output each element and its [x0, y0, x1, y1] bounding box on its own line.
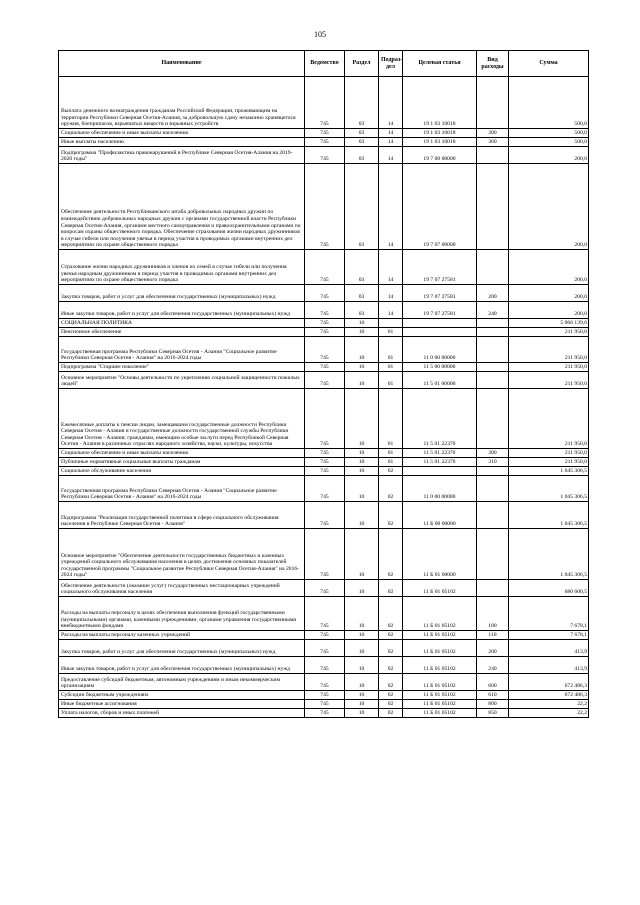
department-cell: 745 [305, 700, 345, 709]
department-cell: 745 [305, 250, 345, 285]
department-cell: 745 [305, 372, 345, 389]
amount-cell: 1 045 306,5 [509, 502, 589, 529]
amount-cell: 200,0 [509, 250, 589, 285]
target-article-cell: 11 5 01 22370 [403, 449, 477, 458]
table-row [59, 502, 589, 529]
name-cell: Выплата денежного вознаграждения гражданам Российской Федерации, проживающим на территории Республики Северная Осетия-Алания, за добровольную сдачу незаконно хранящегося оружия, боеприпасов, взрывчатых веществ и взрывных устройств [59, 77, 305, 129]
section-cell: 03 [345, 164, 379, 250]
expense-type-cell [477, 328, 509, 337]
department-cell: 745 [305, 328, 345, 337]
department-cell: 745 [305, 164, 345, 250]
budget-table [58, 50, 589, 718]
expense-type-cell: 850 [477, 709, 509, 718]
section-cell: 10 [345, 449, 379, 458]
table-row [59, 657, 589, 674]
section-cell: 10 [345, 691, 379, 700]
table-row [59, 302, 589, 319]
amount-cell: 211 950,0 [509, 372, 589, 389]
expense-type-cell [477, 529, 509, 580]
target-article-cell [403, 467, 477, 476]
expense-type-cell: 100 [477, 597, 509, 631]
name-cell: Подпрограмма "Старшее поколение" [59, 363, 305, 372]
amount-cell: 500,0 [509, 77, 589, 129]
table-row [59, 467, 589, 476]
target-article-cell: 11 Б 00 00000 [403, 502, 477, 529]
amount-cell: 22,2 [509, 709, 589, 718]
name-cell: Ежемесячные доплаты к пенсии лицам, замещавшим государственные должности Республики Северная Осетия - Алания и государственные должности государственной службы Республики Северная Осетия - Алания; гражданам, имеющим особые заслуги перед Республикой Северная Осетия - Алания в различных отраслях народного хозяйства, науки, культуры, искусства [59, 389, 305, 449]
name-cell: Расходы на выплаты персоналу казенных учреждений [59, 631, 305, 640]
amount-cell: 211 950,0 [509, 449, 589, 458]
subsection-cell: 02 [379, 529, 403, 580]
subsection-cell: 14 [379, 129, 403, 138]
section-cell: 10 [345, 529, 379, 580]
department-cell: 745 [305, 709, 345, 718]
subsection-cell: 01 [379, 328, 403, 337]
target-article-cell: 11 Б 01 05102 [403, 691, 477, 700]
department-cell: 745 [305, 302, 345, 319]
name-cell: Закупка товаров, работ и услуг для обеспечения государственных (муниципальных) нужд [59, 285, 305, 302]
expense-type-cell [477, 580, 509, 597]
amount-cell: 7 678,1 [509, 597, 589, 631]
name-cell: Основное мероприятие "Обеспечение деятельности государственных бюджетных и казенных учреждений социального обслуживания населения в целях достижения основных показателей государственной программы "Социальное развитие Республики Северная Осетия-Алания" на 2016-2024 годы" [59, 529, 305, 580]
expense-type-cell [477, 502, 509, 529]
target-article-cell: 19 1 03 10018 [403, 77, 477, 129]
target-article-cell: 19 7 07 27581 [403, 250, 477, 285]
subsection-cell: 14 [379, 164, 403, 250]
table-row [59, 319, 589, 328]
expense-type-cell: 240 [477, 302, 509, 319]
subsection-cell: 01 [379, 458, 403, 467]
subsection-cell: 14 [379, 285, 403, 302]
amount-cell: 211 950,0 [509, 363, 589, 372]
name-cell: Закупка товаров, работ и услуг для обеспечения государственных (муниципальных) нужд [59, 640, 305, 657]
target-article-cell [403, 319, 477, 328]
department-cell: 745 [305, 337, 345, 363]
table-row [59, 250, 589, 285]
name-cell: Пенсионное обеспечение [59, 328, 305, 337]
department-cell: 745 [305, 657, 345, 674]
target-article-cell: 19 7 07 27581 [403, 302, 477, 319]
subsection-cell: 02 [379, 700, 403, 709]
name-cell: Уплата налогов, сборов и иных платежей [59, 709, 305, 718]
name-cell: Государственная программа Республики Северная Осетия - Алания "Социальное развитие Республики Северная Осетия - Алания" на 2016-2024 годы [59, 337, 305, 363]
expense-type-cell [477, 77, 509, 129]
amount-cell: 1 045 306,5 [509, 476, 589, 502]
target-article-cell [403, 328, 477, 337]
section-cell: 03 [345, 77, 379, 129]
subsection-cell: 02 [379, 476, 403, 502]
target-article-cell: 11 0 00 00000 [403, 337, 477, 363]
section-cell: 10 [345, 476, 379, 502]
subsection-cell: 14 [379, 147, 403, 164]
table-row [59, 389, 589, 449]
amount-cell: 500,0 [509, 129, 589, 138]
department-cell: 745 [305, 138, 345, 147]
table-row [59, 640, 589, 657]
subsection-cell: 14 [379, 77, 403, 129]
department-cell: 745 [305, 467, 345, 476]
department-cell: 745 [305, 147, 345, 164]
name-cell: Социальное обеспечение и иные выплаты населению [59, 449, 305, 458]
expense-type-cell [477, 476, 509, 502]
name-cell: Иные бюджетные ассигнования [59, 700, 305, 709]
subsection-cell: 02 [379, 631, 403, 640]
table-row [59, 164, 589, 250]
subsection-cell: 14 [379, 138, 403, 147]
amount-cell: 200,0 [509, 285, 589, 302]
department-cell: 745 [305, 502, 345, 529]
table-row [59, 674, 589, 691]
name-cell: Страхование жизни народных дружинников и членов их семей в случае гибели или получения увечья народным дружинником в период участия в проводимых органами внутренних дел мероприятиях по охране общественного порядка [59, 250, 305, 285]
amount-cell: 200,0 [509, 164, 589, 250]
amount-cell: 1 045 306,5 [509, 529, 589, 580]
table-row [59, 372, 589, 389]
table-row [59, 700, 589, 709]
subsection-cell: 02 [379, 597, 403, 631]
department-cell: 745 [305, 476, 345, 502]
section-cell: 10 [345, 337, 379, 363]
amount-cell: 680 600,5 [509, 580, 589, 597]
department-cell: 745 [305, 363, 345, 372]
target-article-cell: 19 7 00 00000 [403, 147, 477, 164]
col-target-article-header: Целевая статья [403, 51, 477, 77]
name-cell: Предоставление субсидий бюджетным, автономным учреждениям и иным некоммерческим организациям [59, 674, 305, 691]
expense-type-cell: 200 [477, 640, 509, 657]
department-cell: 745 [305, 640, 345, 657]
section-cell: 10 [345, 372, 379, 389]
department-cell: 745 [305, 389, 345, 449]
target-article-cell: 11 5 01 22370 [403, 458, 477, 467]
table-row [59, 147, 589, 164]
expense-type-cell: 300 [477, 129, 509, 138]
name-cell: Обеспечение деятельности Республиканского штаба добровольных народных дружин по взаимодействию добровольных народных дружин с органами государственной власти Республики Северная Осетия-Алания, органами местного самоуправления и правоохранительными органами по вопросам охраны общественного порядка. Обеспечение страхования жизни народных дружинников в случае гибели или получения увечья в период участия в проводимых органами внутренних дел мероприятиях по охране общественного порядка [59, 164, 305, 250]
department-cell: 745 [305, 285, 345, 302]
subsection-cell: 02 [379, 674, 403, 691]
table-row [59, 77, 589, 129]
name-cell: Подпрограмма "Профилактика правонарушений в Республике Северная Осетия-Алания на 2019-2020 годы" [59, 147, 305, 164]
amount-cell: 1 045 306,5 [509, 467, 589, 476]
target-article-cell: 11 Б 01 05102 [403, 631, 477, 640]
col-department-header: Ведомство [305, 51, 345, 77]
col-subsection-header: Подраз- дел [379, 51, 403, 77]
col-amount-header: Сумма [509, 51, 589, 77]
target-article-cell: 11 Б 01 05102 [403, 580, 477, 597]
subsection-cell: 02 [379, 502, 403, 529]
table-row [59, 138, 589, 147]
name-cell: Иные закупки товаров, работ и услуг для обеспечения государственных (муниципальных) нужд [59, 302, 305, 319]
department-cell: 745 [305, 449, 345, 458]
section-cell: 10 [345, 700, 379, 709]
expense-type-cell: 300 [477, 449, 509, 458]
section-cell: 10 [345, 363, 379, 372]
expense-type-cell: 200 [477, 285, 509, 302]
page-number: 105 [314, 30, 326, 39]
target-article-cell: 11 Б 01 05102 [403, 700, 477, 709]
section-cell: 03 [345, 285, 379, 302]
table-row [59, 363, 589, 372]
section-cell: 10 [345, 631, 379, 640]
section-cell: 10 [345, 640, 379, 657]
subsection-cell: 01 [379, 372, 403, 389]
expense-type-cell: 240 [477, 657, 509, 674]
section-cell: 03 [345, 138, 379, 147]
name-cell: Субсидии бюджетным учреждениям [59, 691, 305, 700]
section-cell: 10 [345, 319, 379, 328]
name-cell: Обеспечение деятельности (оказание услуг) государственных нестационарных учреждений социального обслуживания населения [59, 580, 305, 597]
name-cell: СОЦИАЛЬНАЯ ПОЛИТИКА [59, 319, 305, 328]
col-section-header: Раздел [345, 51, 379, 77]
table-row [59, 328, 589, 337]
subsection-cell: 14 [379, 302, 403, 319]
section-cell: 10 [345, 458, 379, 467]
table-body [59, 77, 589, 718]
amount-cell: 211 950,0 [509, 458, 589, 467]
department-cell: 745 [305, 319, 345, 328]
name-cell: Иные закупки товаров, работ и услуг для обеспечения государственных (муниципальных) нужд [59, 657, 305, 674]
target-article-cell: 19 7 07 00000 [403, 164, 477, 250]
expense-type-cell: 110 [477, 631, 509, 640]
expense-type-cell [477, 363, 509, 372]
target-article-cell: 19 1 03 10018 [403, 129, 477, 138]
department-cell: 745 [305, 691, 345, 700]
amount-cell: 500,0 [509, 138, 589, 147]
subsection-cell: 02 [379, 709, 403, 718]
expense-type-cell [477, 467, 509, 476]
col-name-header: Наименование [59, 51, 305, 77]
amount-cell: 413,9 [509, 657, 589, 674]
target-article-cell: 19 1 03 10018 [403, 138, 477, 147]
table-row [59, 709, 589, 718]
subsection-cell: 01 [379, 337, 403, 363]
department-cell: 745 [305, 597, 345, 631]
target-article-cell: 11 Б 01 05102 [403, 597, 477, 631]
expense-type-cell: 360 [477, 138, 509, 147]
subsection-cell: 01 [379, 363, 403, 372]
table-row [59, 476, 589, 502]
name-cell: Социальное обеспечение и иные выплаты населению [59, 129, 305, 138]
target-article-cell: 11 0 00 00000 [403, 476, 477, 502]
subsection-cell: 02 [379, 580, 403, 597]
expense-type-cell [477, 389, 509, 449]
subsection-cell [379, 319, 403, 328]
amount-cell: 672 486,3 [509, 674, 589, 691]
department-cell: 745 [305, 458, 345, 467]
department-cell: 745 [305, 529, 345, 580]
section-cell: 10 [345, 674, 379, 691]
subsection-cell: 01 [379, 389, 403, 449]
target-article-cell: 11 5 00 00000 [403, 363, 477, 372]
table-row [59, 691, 589, 700]
name-cell: Государственная программа Республики Северная Осетия - Алания "Социальное развитие Республики Северная Осетия - Алания" на 2016-2024 годы [59, 476, 305, 502]
table-header [59, 51, 589, 77]
section-cell: 03 [345, 250, 379, 285]
expense-type-cell [477, 164, 509, 250]
name-cell: Подпрограмма "Реализация государственной политики в сфере социального обслуживания населения в Республике Северная Осетия - Алания" [59, 502, 305, 529]
amount-cell: 211 950,0 [509, 328, 589, 337]
target-article-cell: 11 5 01 22370 [403, 389, 477, 449]
expense-type-cell: 800 [477, 700, 509, 709]
target-article-cell: 11 Б 01 05102 [403, 709, 477, 718]
amount-cell: 211 950,0 [509, 337, 589, 363]
target-article-cell: 11 Б 01 05102 [403, 674, 477, 691]
expense-type-cell [477, 147, 509, 164]
table-row [59, 337, 589, 363]
amount-cell: 5 066 139,6 [509, 319, 589, 328]
target-article-cell: 11 Б 01 00000 [403, 529, 477, 580]
subsection-cell: 02 [379, 640, 403, 657]
section-cell: 10 [345, 580, 379, 597]
department-cell: 745 [305, 674, 345, 691]
expense-type-cell [477, 319, 509, 328]
department-cell: 745 [305, 580, 345, 597]
expense-type-cell [477, 372, 509, 389]
table-row [59, 597, 589, 631]
section-cell: 10 [345, 597, 379, 631]
department-cell: 745 [305, 631, 345, 640]
table-row [59, 285, 589, 302]
name-cell: Иные выплаты населению [59, 138, 305, 147]
expense-type-cell: 310 [477, 458, 509, 467]
name-cell: Публичные нормативные социальные выплаты гражданам [59, 458, 305, 467]
name-cell: Основное мероприятие "Основы деятельности по укреплению социальной защищенности пожилых людей" [59, 372, 305, 389]
target-article-cell: 11 Б 01 05102 [403, 640, 477, 657]
expense-type-cell [477, 250, 509, 285]
expense-type-cell [477, 337, 509, 363]
amount-cell: 7 678,1 [509, 631, 589, 640]
expense-type-cell: 600 [477, 674, 509, 691]
table-row [59, 529, 589, 580]
subsection-cell: 02 [379, 467, 403, 476]
department-cell: 745 [305, 77, 345, 129]
subsection-cell: 02 [379, 657, 403, 674]
table-row [59, 631, 589, 640]
col-expense-type-header: Вид расходы [477, 51, 509, 77]
name-cell: Социальное обслуживание населения [59, 467, 305, 476]
table-row [59, 449, 589, 458]
subsection-cell: 02 [379, 691, 403, 700]
section-cell: 10 [345, 467, 379, 476]
table-row [59, 458, 589, 467]
name-cell: Расходы на выплаты персоналу в целях обеспечения выполнения функций государственными (муниципальными) органами, казенными учреждениями, органами управления государственными внебюджетными фондами [59, 597, 305, 631]
target-article-cell: 11 Б 01 05102 [403, 657, 477, 674]
target-article-cell: 19 7 07 27581 [403, 285, 477, 302]
amount-cell: 413,9 [509, 640, 589, 657]
amount-cell: 200,0 [509, 302, 589, 319]
table-row [59, 580, 589, 597]
subsection-cell: 14 [379, 250, 403, 285]
section-cell: 03 [345, 129, 379, 138]
section-cell: 03 [345, 302, 379, 319]
section-cell: 10 [345, 328, 379, 337]
amount-cell: 22,2 [509, 700, 589, 709]
subsection-cell: 01 [379, 449, 403, 458]
section-cell: 10 [345, 709, 379, 718]
target-article-cell: 11 5 01 00000 [403, 372, 477, 389]
section-cell: 10 [345, 657, 379, 674]
section-cell: 03 [345, 147, 379, 164]
amount-cell: 200,0 [509, 147, 589, 164]
department-cell: 745 [305, 129, 345, 138]
expense-type-cell: 610 [477, 691, 509, 700]
section-cell: 10 [345, 389, 379, 449]
table-row [59, 129, 589, 138]
amount-cell: 211 950,0 [509, 389, 589, 449]
amount-cell: 672 486,3 [509, 691, 589, 700]
section-cell: 10 [345, 502, 379, 529]
